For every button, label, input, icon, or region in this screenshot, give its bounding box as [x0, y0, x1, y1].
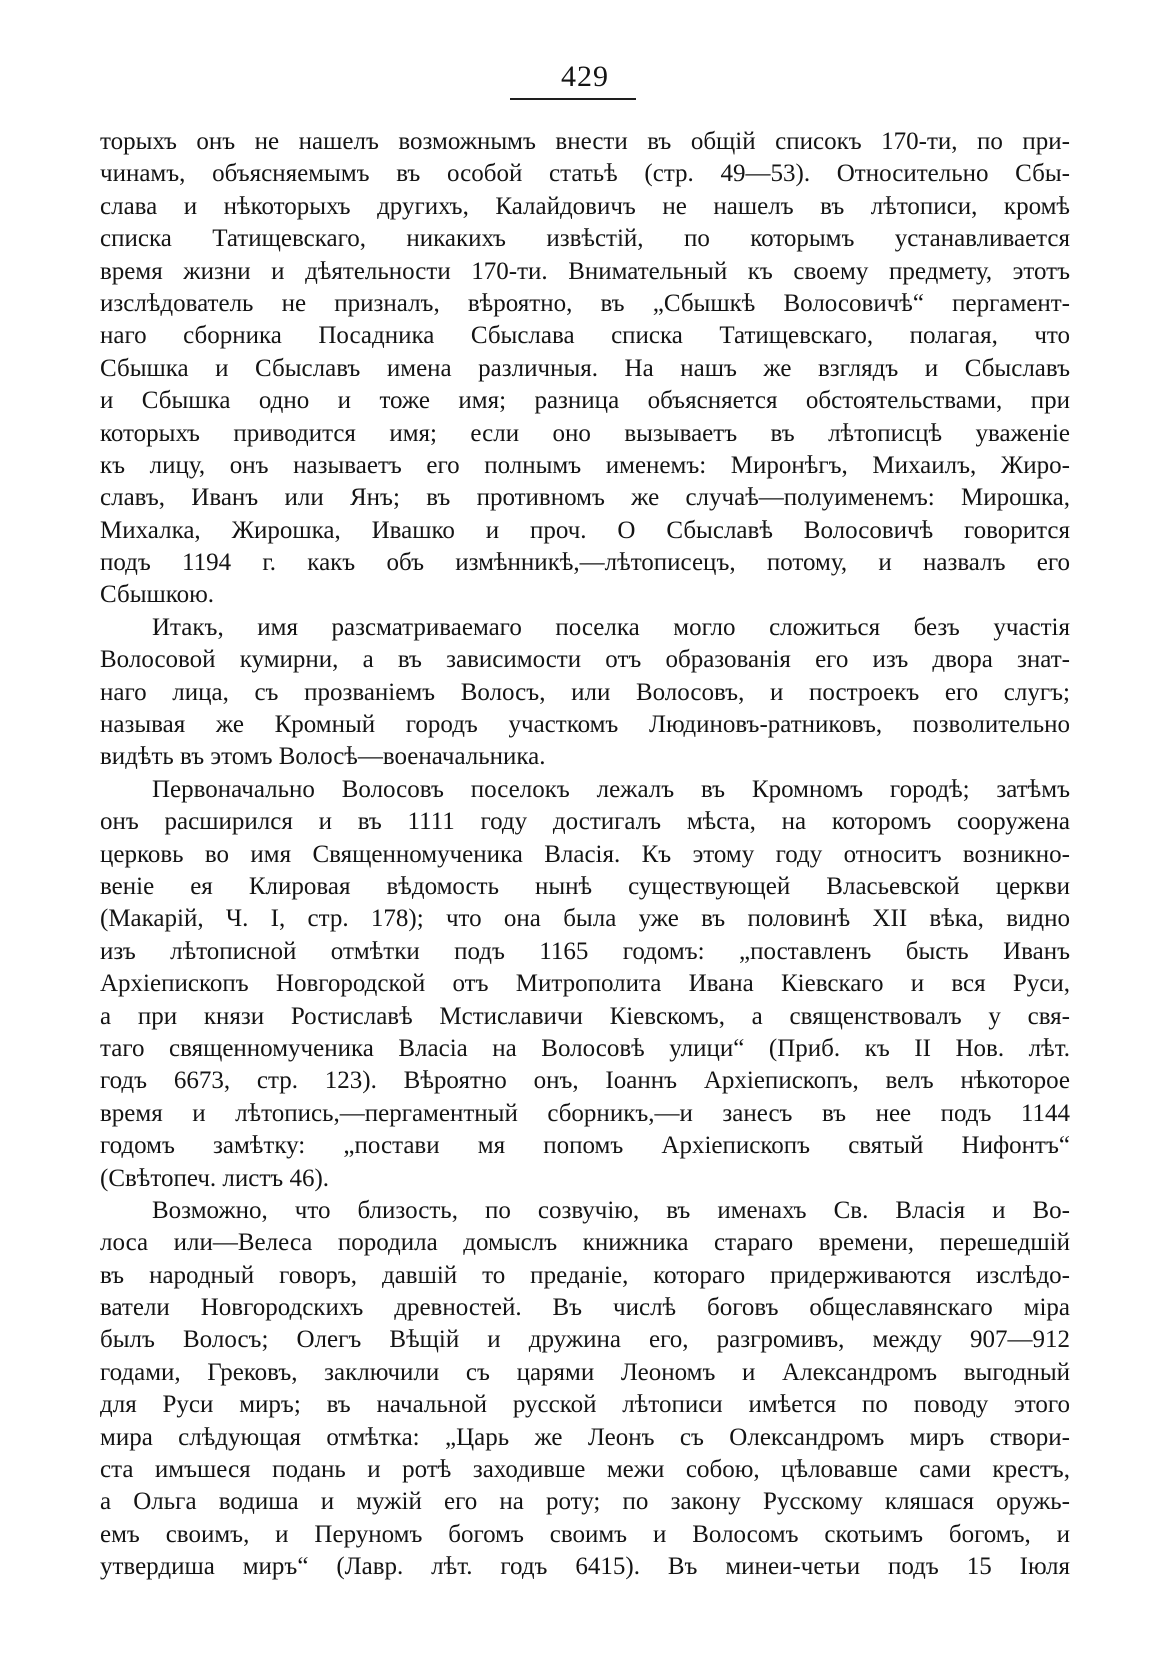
- text-line: для Руси миръ; въ начальной русской лѣтописи имѣется по поводу этого: [100, 1391, 1070, 1419]
- text-line: изслѣдователь не призналъ, вѣроятно, въ „Сбышкѣ Волосовичѣ“ пергамент-: [100, 289, 1070, 317]
- text-line: годомъ замѣтку: „постави мя попомъ Архіепископъ святый Нифонтъ“: [100, 1132, 1070, 1160]
- text-line: къ лицу, онъ называетъ его полнымъ именемъ: Миронѣгъ, Михаилъ, Жиро-: [100, 451, 1070, 479]
- text-line: Возможно, что близость, по созвучію, въ именахъ Св. Власія и Во-: [152, 1196, 1070, 1224]
- text-line: которыхъ приводится имя; если оно вызываетъ въ лѣтописцѣ уваженіе: [100, 419, 1070, 447]
- body-text: [100, 126, 1070, 1584]
- text-line: онъ расширился и въ 1111 году достигалъ мѣста, на которомъ сооружена: [100, 808, 1070, 836]
- text-line: ватели Новгородскихъ древностей. Въ числѣ боговъ общеславянскаго міра: [100, 1294, 1070, 1322]
- text-line: (Макарій, Ч. I, стр. 178); что она была уже въ половинѣ XII вѣка, видно: [100, 905, 1070, 933]
- text-line: видѣть въ этомъ Волосѣ—военачальника.: [100, 743, 546, 771]
- text-line: списка Татищевскаго, никакихъ извѣстій, по которымъ устанавливается: [100, 225, 1070, 253]
- text-line: утвердиша миръ“ (Лавр. лѣт. годъ 6415). Въ минеи-четьи подъ 15 Іюля: [100, 1553, 1070, 1581]
- text-line: Сбышкою.: [100, 581, 215, 609]
- text-line: а Ольга водиша и мужій его на роту; по закону Русскому кляшася оружь-: [100, 1488, 1070, 1516]
- text-line: чинамъ, объясняемымъ въ особой статьѣ (стр. 49—53). Относительно Сбы-: [100, 160, 1070, 188]
- text-line: наго лица, съ прозваніемъ Волосъ, или Волосовъ, и построекъ его слугъ;: [100, 678, 1070, 706]
- text-line: и Сбышка одно и тоже имя; разница объясняется обстоятельствами, при: [100, 387, 1070, 415]
- text-line: (Свѣтопеч. листъ 46).: [100, 1164, 330, 1192]
- text-line: время жизни и дѣятельности 170-ти. Внимательный къ своему предмету, этотъ: [100, 257, 1070, 285]
- text-line: слава и нѣкоторыхъ другихъ, Калайдовичъ не нашелъ въ лѣтописи, кромѣ: [100, 192, 1070, 220]
- page-number: 429: [561, 60, 609, 93]
- text-line: годами, Грековъ, заключили съ царями Леономъ и Александромъ выгодный: [100, 1358, 1070, 1386]
- text-line: наго сборника Посадника Сбыслава списка Татищевскаго, полагая, что: [100, 322, 1070, 350]
- text-line: время и лѣтопись,—пергаментный сборникъ,—и занесъ въ нее подъ 1144: [100, 1099, 1070, 1127]
- text-line: годъ 6673, стр. 123). Вѣроятно онъ, Іоаннъ Архіепископъ, велъ нѣкоторое: [100, 1067, 1070, 1095]
- header-rule: [510, 98, 636, 100]
- text-line: называя же Кромный городъ участкомъ Людиновъ-ратниковъ, позволительно: [100, 711, 1070, 739]
- text-line: таго священномученика Власіа на Волосовѣ улици“ (Приб. къ II Нов. лѣт.: [100, 1034, 1070, 1062]
- text-line: ста имъшеся подань и ротѣ заходивше межи собою, цѣловавше сами крестъ,: [100, 1456, 1070, 1484]
- text-line: Первоначально Волосовъ поселокъ лежалъ въ Кромномъ городѣ; затѣмъ: [152, 775, 1070, 803]
- text-line: емъ своимъ, и Перуномъ богомъ своимъ и Волосомъ скотьимъ богомъ, и: [100, 1520, 1070, 1548]
- text-line: церковь во имя Священномученика Власія. Къ этому году относитъ возникно-: [100, 840, 1070, 868]
- text-line: Итакъ, имя разсматриваемаго поселка могло сложиться безъ участія: [152, 613, 1070, 641]
- text-line: въ народный говоръ, давшій то преданіе, котораго придерживаются изслѣдо-: [100, 1261, 1070, 1289]
- text-line: Волосовой кумирни, а въ зависимости отъ образованія его изъ двора знат-: [100, 646, 1070, 674]
- text-line: Архіепископъ Новгородской отъ Митрополита Ивана Кіевскаго и вся Руси,: [100, 970, 1070, 998]
- text-line: былъ Волосъ; Олегъ Вѣщій и дружина его, разгромивъ, между 907—912: [100, 1326, 1070, 1354]
- text-line: мира слѣдующая отмѣтка: „Царь же Леонъ съ Олександромъ миръ створи-: [100, 1423, 1070, 1451]
- text-line: а при князи Ростиславѣ Мстиславичи Кіевскомъ, а священствовалъ у свя-: [100, 1002, 1070, 1030]
- text-line: подъ 1194 г. какъ объ измѣнникѣ,—лѣтописецъ, потому, и назвалъ его: [100, 549, 1070, 577]
- text-line: изъ лѣтописной отмѣтки подъ 1165 годомъ: „поставленъ бысть Иванъ: [100, 937, 1070, 965]
- text-line: славъ, Иванъ или Янъ; въ противномъ же случаѣ—полуименемъ: Мирошка,: [100, 484, 1070, 512]
- text-line: лоса или—Велеса породила домыслъ книжника стараго времени, перешедшій: [100, 1229, 1070, 1257]
- text-line: веніе ея Клировая вѣдомость нынѣ существующей Власьевской церкви: [100, 872, 1070, 900]
- text-line: Михалка, Жирошка, Ивашко и проч. О Сбыславѣ Волосовичѣ говорится: [100, 516, 1070, 544]
- text-line: торыхъ онъ не нашелъ возможнымъ внести въ общій списокъ 170-ти, по при-: [100, 128, 1070, 155]
- text-line: Сбышка и Сбыславъ имена различныя. На нашъ же взглядъ и Сбыславъ: [100, 354, 1070, 382]
